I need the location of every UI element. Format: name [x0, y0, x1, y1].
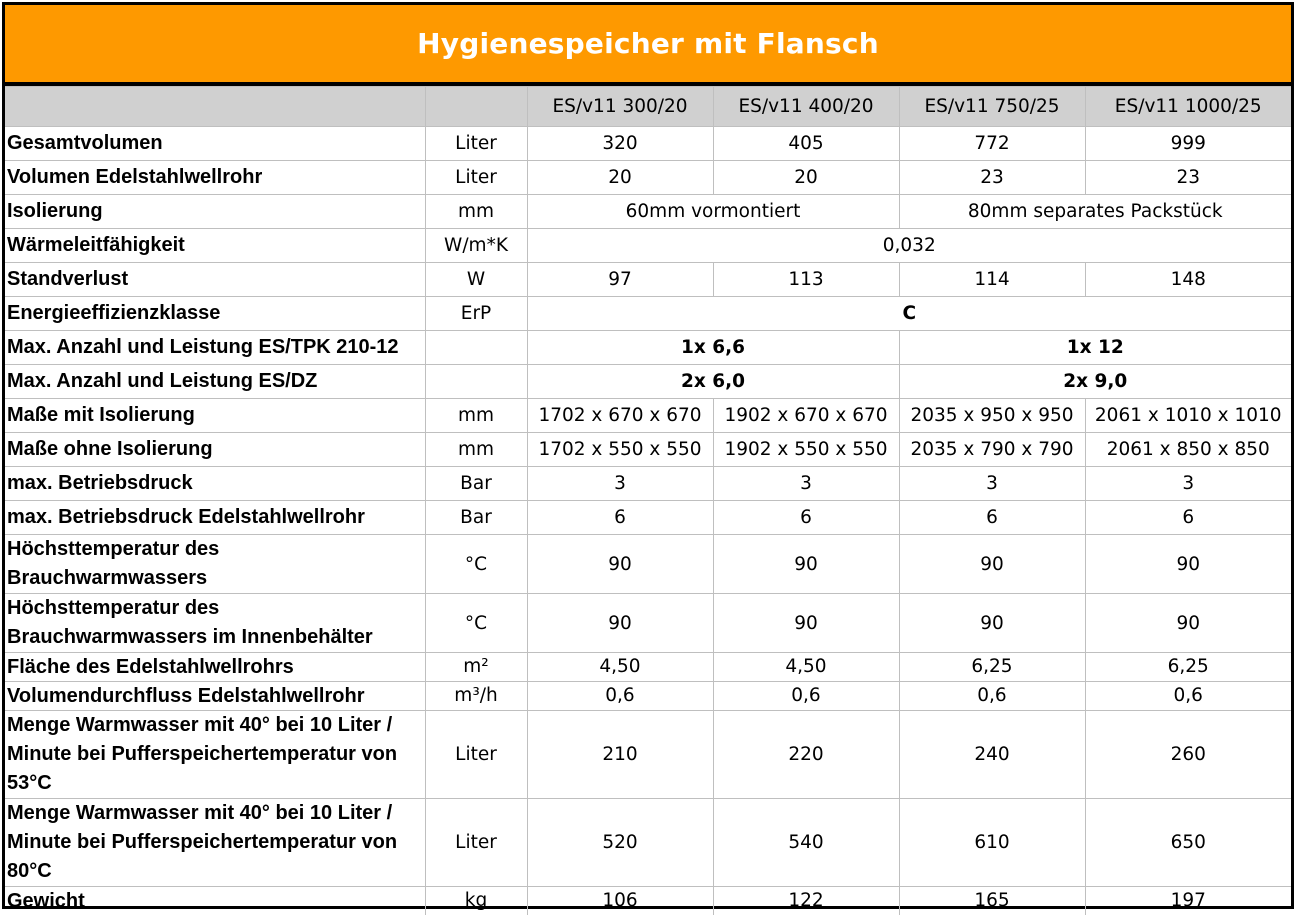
cell-value: 106 [527, 887, 713, 915]
header-empty-unit [425, 87, 527, 127]
cell-value: 90 [527, 594, 713, 653]
header-empty-label [5, 87, 425, 127]
row-label-line: Menge Warmwasser mit 40° bei 10 Liter / [7, 799, 425, 828]
row-label: Maße mit Isolierung [5, 399, 425, 433]
cell-value: 113 [713, 263, 899, 297]
cell-value: 197 [1085, 887, 1291, 915]
cell-value: 260 [1085, 711, 1291, 799]
cell-value: 80mm separates Packstück [899, 195, 1291, 229]
row-label-line: 80°C [7, 857, 425, 886]
cell-value: 405 [713, 127, 899, 161]
cell-value: 90 [899, 535, 1085, 594]
table-row [5, 501, 1291, 535]
table-row [5, 127, 1291, 161]
cell-value: 520 [527, 799, 713, 887]
row-label [5, 799, 425, 887]
table-row [5, 331, 1291, 365]
column-header: ES/v11 300/20 [527, 87, 713, 127]
cell-value: 999 [1085, 127, 1291, 161]
row-unit: °C [425, 535, 527, 594]
table-row [5, 297, 1291, 331]
cell-value: 2035 x 950 x 950 [899, 399, 1085, 433]
row-label: Standverlust [5, 263, 425, 297]
cell-value: 6 [899, 501, 1085, 535]
row-unit: Bar [425, 467, 527, 501]
cell-value: 1702 x 550 x 550 [527, 433, 713, 467]
row-label [5, 535, 425, 594]
row-unit: mm [425, 399, 527, 433]
cell-value: 2035 x 790 x 790 [899, 433, 1085, 467]
row-unit: kg [425, 887, 527, 915]
row-label-line: 53°C [7, 769, 425, 798]
row-label-line: Brauchwarmwassers im Innenbehälter [7, 623, 425, 652]
cell-value: 650 [1085, 799, 1291, 887]
row-unit: W/m*K [425, 229, 527, 263]
cell-value: 540 [713, 799, 899, 887]
cell-value: 148 [1085, 263, 1291, 297]
row-unit: mm [425, 433, 527, 467]
row-label: max. Betriebsdruck Edelstahlwellrohr [5, 501, 425, 535]
row-label: Energieeffizienzklasse [5, 297, 425, 331]
table-row [5, 433, 1291, 467]
cell-value: 3 [1085, 467, 1291, 501]
table-row [5, 365, 1291, 399]
cell-value: 6 [713, 501, 899, 535]
cell-value: 2061 x 1010 x 1010 [1085, 399, 1291, 433]
table-row [5, 594, 1291, 653]
cell-value: 2x 6,0 [527, 365, 899, 399]
row-label: Max. Anzahl und Leistung ES/DZ [5, 365, 425, 399]
cell-value: 4,50 [527, 653, 713, 682]
cell-value: 772 [899, 127, 1085, 161]
row-label-line: Minute bei Pufferspeichertemperatur von [7, 828, 425, 857]
row-label: Gesamtvolumen [5, 127, 425, 161]
spec-sheet [2, 2, 1294, 909]
cell-value: 23 [899, 161, 1085, 195]
column-header: ES/v11 750/25 [899, 87, 1085, 127]
row-unit: Liter [425, 127, 527, 161]
row-label [5, 594, 425, 653]
cell-value: 1902 x 670 x 670 [713, 399, 899, 433]
row-unit [425, 331, 527, 365]
cell-value: 6 [1085, 501, 1291, 535]
row-label-line: Höchsttemperatur des [7, 594, 425, 623]
row-unit: Liter [425, 799, 527, 887]
cell-value: 1702 x 670 x 670 [527, 399, 713, 433]
header-row [5, 87, 1291, 127]
cell-value: 60mm vormontiert [527, 195, 899, 229]
table-row [5, 467, 1291, 501]
row-unit: Liter [425, 161, 527, 195]
row-unit: ErP [425, 297, 527, 331]
cell-value: 3 [899, 467, 1085, 501]
cell-value: 320 [527, 127, 713, 161]
table-row [5, 161, 1291, 195]
row-label [5, 711, 425, 799]
table-row [5, 887, 1291, 915]
cell-value: 23 [1085, 161, 1291, 195]
cell-value: 165 [899, 887, 1085, 915]
row-label: Volumendurchfluss Edelstahlwellrohr [5, 682, 425, 711]
table-row [5, 653, 1291, 682]
row-unit: m³/h [425, 682, 527, 711]
row-label: max. Betriebsdruck [5, 467, 425, 501]
cell-value: 4,50 [713, 653, 899, 682]
row-label: Gewicht [5, 887, 425, 915]
cell-value: 6,25 [899, 653, 1085, 682]
cell-value: 210 [527, 711, 713, 799]
cell-value: 97 [527, 263, 713, 297]
row-unit: mm [425, 195, 527, 229]
cell-value: 20 [713, 161, 899, 195]
cell-value: 610 [899, 799, 1085, 887]
cell-value: 2061 x 850 x 850 [1085, 433, 1291, 467]
row-label-line: Minute bei Pufferspeichertemperatur von [7, 740, 425, 769]
cell-value: 3 [713, 467, 899, 501]
table-row [5, 799, 1291, 887]
cell-value: 90 [527, 535, 713, 594]
cell-value: C [527, 297, 1291, 331]
row-label: Fläche des Edelstahlwellrohrs [5, 653, 425, 682]
table-row [5, 195, 1291, 229]
cell-value: 6 [527, 501, 713, 535]
row-unit: W [425, 263, 527, 297]
row-label: Wärmeleitfähigkeit [5, 229, 425, 263]
cell-value: 3 [527, 467, 713, 501]
cell-value: 0,6 [713, 682, 899, 711]
row-label-line: Brauchwarmwassers [7, 564, 425, 593]
table-title: Hygienespeicher mit Flansch [5, 5, 1291, 86]
row-label-line: Menge Warmwasser mit 40° bei 10 Liter / [7, 711, 425, 740]
cell-value: 1x 12 [899, 331, 1291, 365]
row-unit: °C [425, 594, 527, 653]
cell-value: 0,6 [899, 682, 1085, 711]
table-row [5, 682, 1291, 711]
row-unit [425, 365, 527, 399]
cell-value: 0,032 [527, 229, 1291, 263]
row-unit: Liter [425, 711, 527, 799]
cell-value: 220 [713, 711, 899, 799]
cell-value: 240 [899, 711, 1085, 799]
cell-value: 90 [713, 535, 899, 594]
cell-value: 1x 6,6 [527, 331, 899, 365]
row-label: Max. Anzahl und Leistung ES/TPK 210-12 [5, 331, 425, 365]
row-label: Volumen Edelstahlwellrohr [5, 161, 425, 195]
table-row [5, 229, 1291, 263]
row-unit: Bar [425, 501, 527, 535]
table-row [5, 399, 1291, 433]
spec-table [5, 86, 1291, 915]
cell-value: 122 [713, 887, 899, 915]
cell-value: 90 [1085, 535, 1291, 594]
row-label: Isolierung [5, 195, 425, 229]
cell-value: 0,6 [1085, 682, 1291, 711]
cell-value: 114 [899, 263, 1085, 297]
cell-value: 6,25 [1085, 653, 1291, 682]
row-label: Maße ohne Isolierung [5, 433, 425, 467]
cell-value: 20 [527, 161, 713, 195]
cell-value: 90 [713, 594, 899, 653]
cell-value: 90 [1085, 594, 1291, 653]
cell-value: 1902 x 550 x 550 [713, 433, 899, 467]
table-row [5, 263, 1291, 297]
cell-value: 0,6 [527, 682, 713, 711]
column-header: ES/v11 400/20 [713, 87, 899, 127]
table-row [5, 535, 1291, 594]
row-unit: m² [425, 653, 527, 682]
column-header: ES/v11 1000/25 [1085, 87, 1291, 127]
cell-value: 90 [899, 594, 1085, 653]
row-label-line: Höchsttemperatur des [7, 535, 425, 564]
cell-value: 2x 9,0 [899, 365, 1291, 399]
table-row [5, 711, 1291, 799]
